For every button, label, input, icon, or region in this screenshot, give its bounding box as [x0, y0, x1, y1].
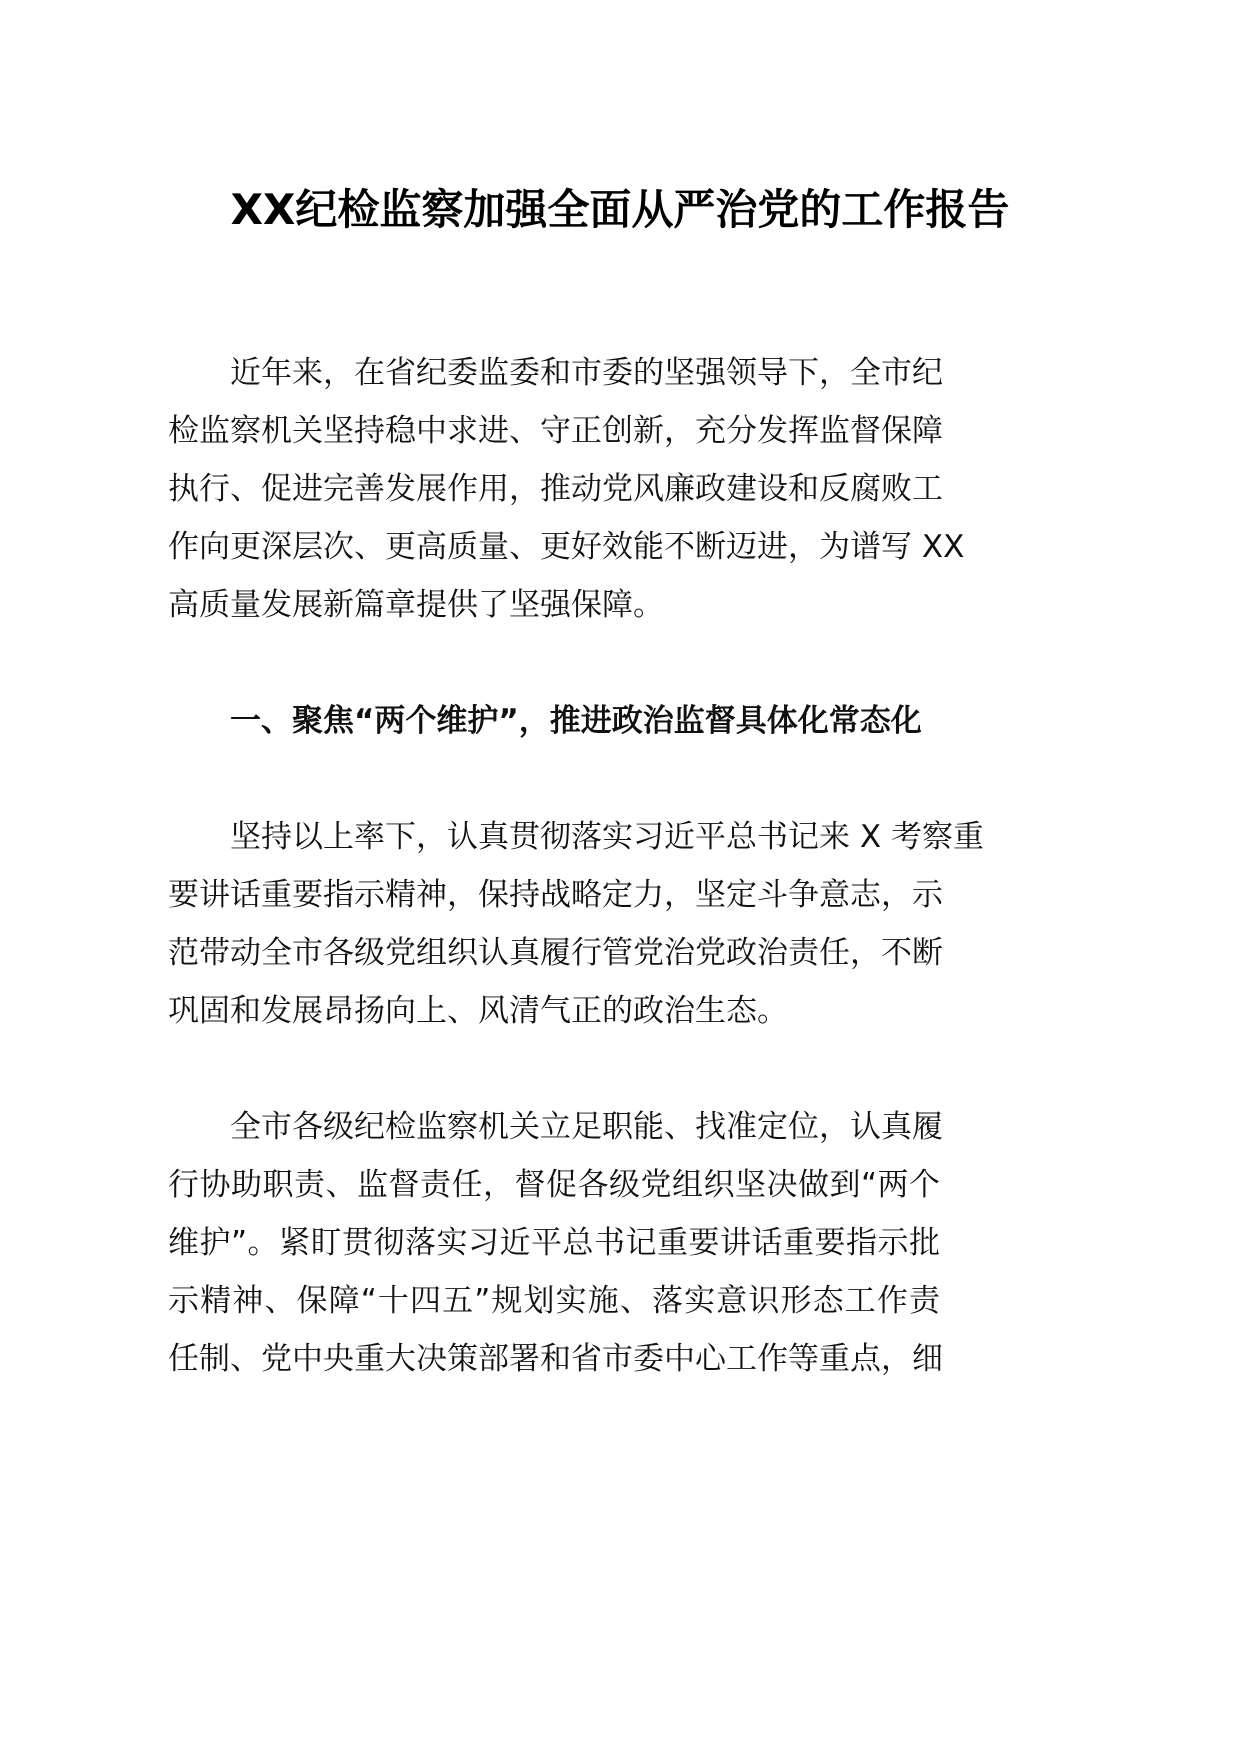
text-line: 巩固和发展昂扬向上、风清气正的政治生态。 — [168, 993, 788, 1029]
text-line: 近年来，在省纪委监委和市委的坚强领导下，全市纪 — [230, 355, 943, 391]
text-line: 维护”。紧盯贯彻落实习近平总书记重要讲话重要指示批 — [168, 1225, 940, 1261]
text-line: 高质量发展新篇章提供了坚强保障。 — [168, 587, 664, 623]
document-title: XX纪检监察加强全面从严治党的工作报告 — [230, 185, 1010, 234]
text-line: 全市各级纪检监察机关立足职能、找准定位，认真履 — [230, 1109, 943, 1145]
section-heading: 一、聚焦“两个维护”，推进政治监督具体化常态化 — [230, 703, 922, 739]
text-line: 要讲话重要指示精神，保持战略定力，坚定斗争意志，示 — [168, 877, 943, 913]
paragraph-section-1-p1 — [168, 808, 984, 1040]
text-line: 检监察机关坚持稳中求进、守正创新，充分发挥监督保障 — [168, 413, 943, 449]
text-line: 范带动全市各级党组织认真履行管党治党政治责任，不断 — [168, 935, 943, 971]
paragraph-intro — [168, 344, 965, 634]
paragraph-section-1-p2 — [168, 1098, 943, 1388]
text-line: 作向更深层次、更高质量、更好效能不断迈进，为谱写 XX — [168, 529, 965, 565]
text-line: 执行、促进完善发展作用，推动党风廉政建设和反腐败工 — [168, 471, 943, 507]
text-line: 示精神、保障“十四五”规划实施、落实意识形态工作责 — [168, 1283, 940, 1319]
text-line: 坚持以上率下，认真贯彻落实习近平总书记来 X 考察重 — [230, 819, 984, 855]
text-line: 任制、党中央重大决策部署和省市委中心工作等重点，细 — [168, 1341, 943, 1377]
text-line: 行协助职责、监督责任，督促各级党组织坚决做到“两个 — [168, 1167, 940, 1203]
